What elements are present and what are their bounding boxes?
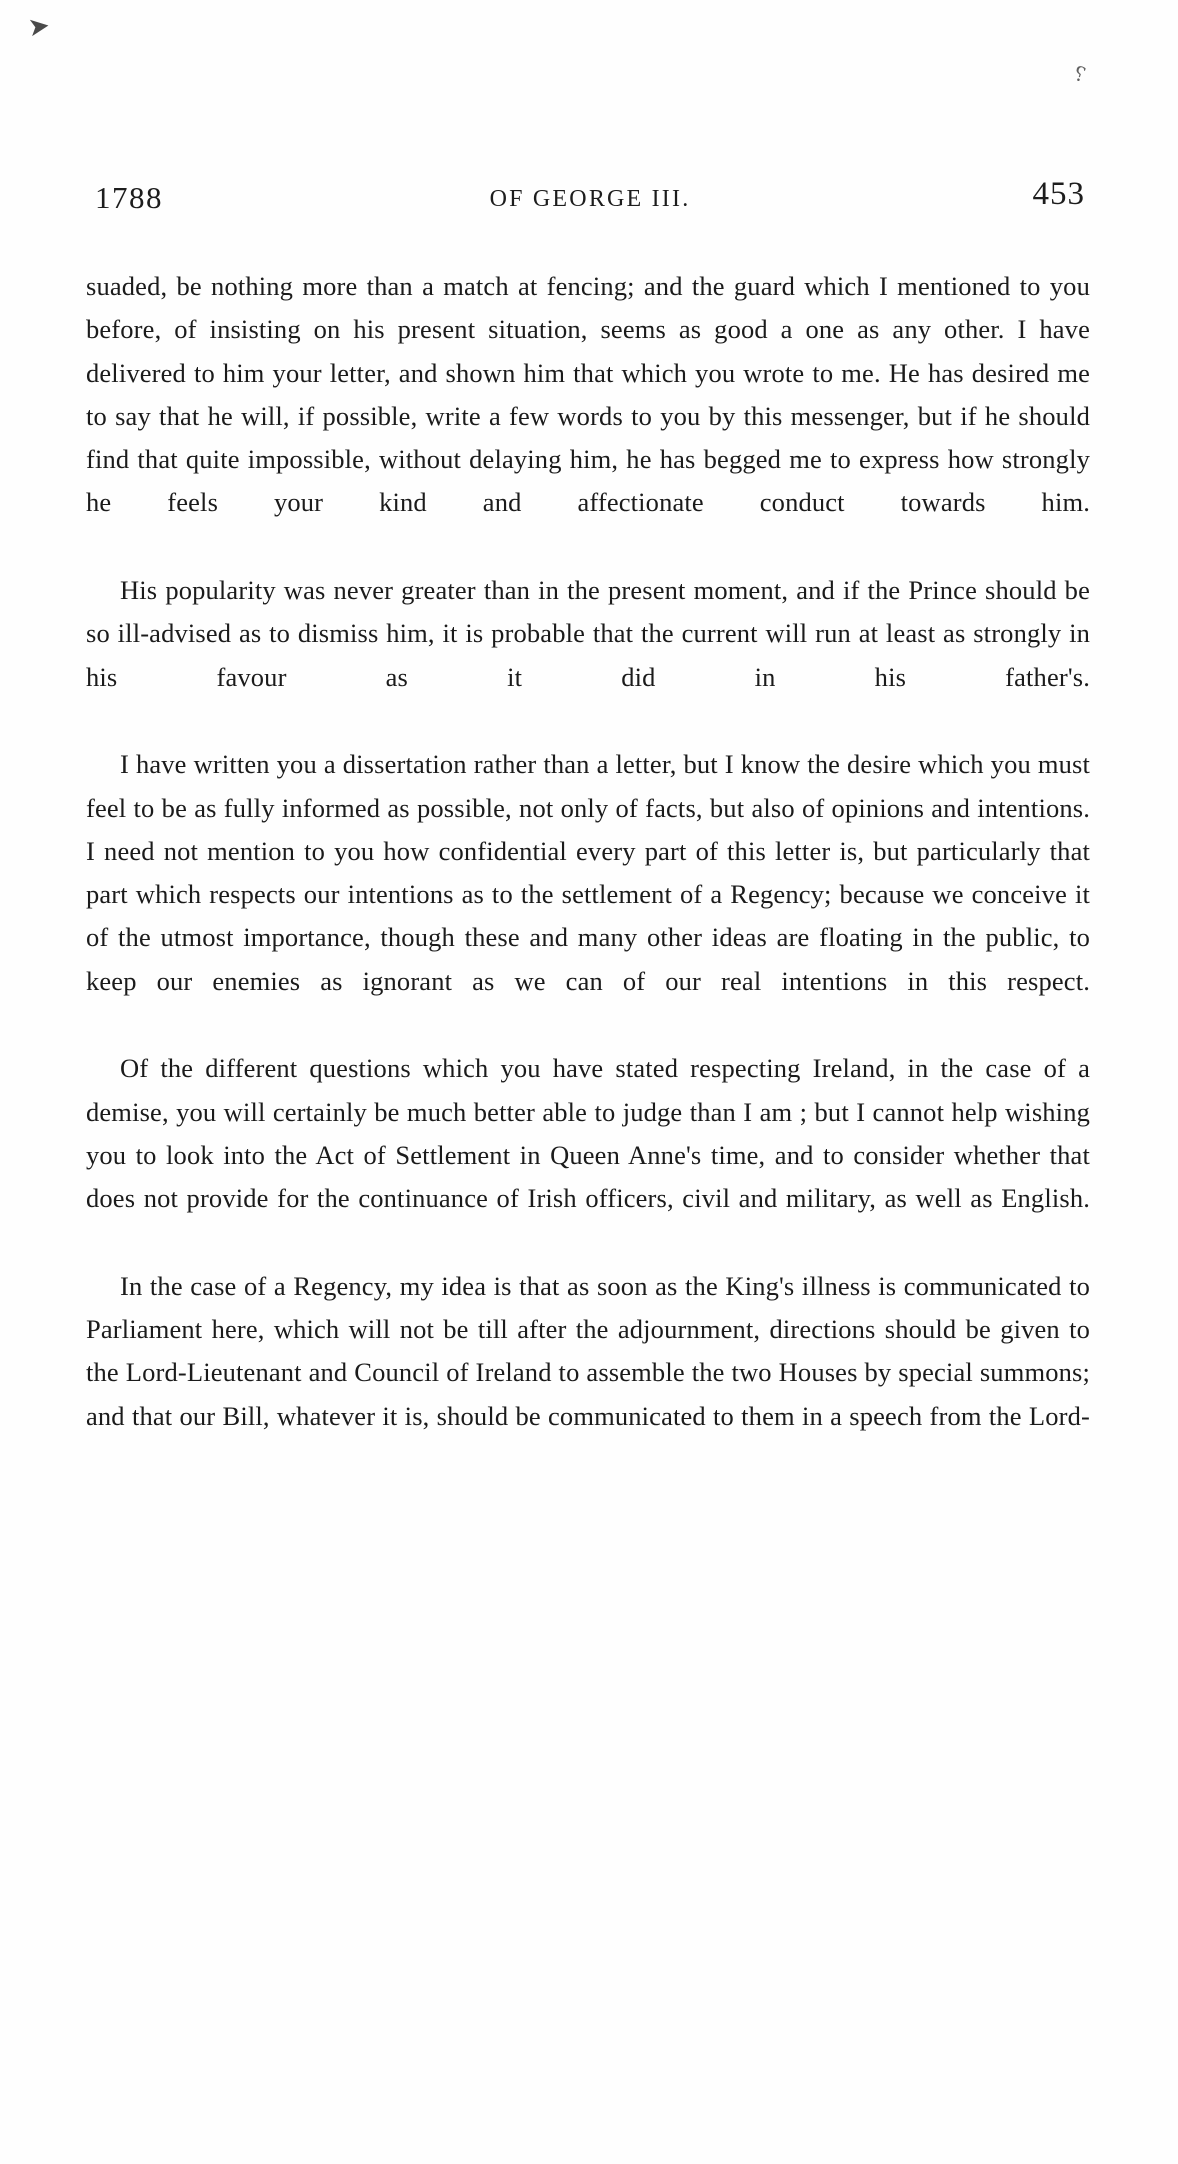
page-year: 1788 — [95, 180, 163, 215]
scan-speck-icon: ⸮ — [1070, 60, 1089, 87]
scan-artifact-icon: ➤ — [26, 10, 52, 44]
running-head — [95, 176, 1085, 220]
page-number: 453 — [1032, 176, 1085, 212]
paragraph: Of the different questions which you have stated respecting Ireland, in the case of a demise, you will certainly be much better able to judge than I am ; but I cannot help wishing you to look into the Act of Settlement in Queen Anne's time, and to consider whether that does not provide for the continuance of Irish officers, civil and military, as well as English. — [86, 1053, 1090, 1214]
paragraph: suaded, be nothing more than a match at fencing; and the guard which I mentioned to you before, of insisting on his present situation, seems as good a one as any other. I have delivered to him your letter, and shown him that which you wrote to me. He has desired me to say that he will, if possible, write a few words to you by this messenger, but if he should find that quite impossible, without delaying him, he has begged me to express how strongly he feels your kind and affectionate conduct towards him. — [86, 271, 1090, 518]
paragraph: In the case of a Regency, my idea is that as soon as the King's illness is communicated to Parliament here, which will not be till after the adjournment, directions should be given to the Lord-Lieutenant and Council of Ireland to assemble the two Houses by special summons; and that our Bill, whatever it is, should be communicated to them in a speech from the Lord- — [86, 1270, 1090, 1431]
page-title: OF GEORGE III. — [489, 186, 691, 212]
paragraph: I have written you a dissertation rather than a letter, but I know the desire which you must feel to be as fully informed as possible, not only of facts, but also of opinions and intentions. I need not mention to you how confidential every part of this letter is, but particularly that part which respects our intentions as to the settlement of a Regency; because we conceive it of the utmost importance, though these and many other ideas are floating in the public, to keep our enemies as ignorant as we can of our real intentions in this respect. — [86, 749, 1090, 996]
page-body — [86, 265, 1090, 1482]
paragraph: His popularity was never greater than in the present moment, and if the Prince should be so ill-advised as to dismiss him, it is probable that the current will run at least as strongly in his favour as it did in his father's. — [86, 575, 1090, 692]
